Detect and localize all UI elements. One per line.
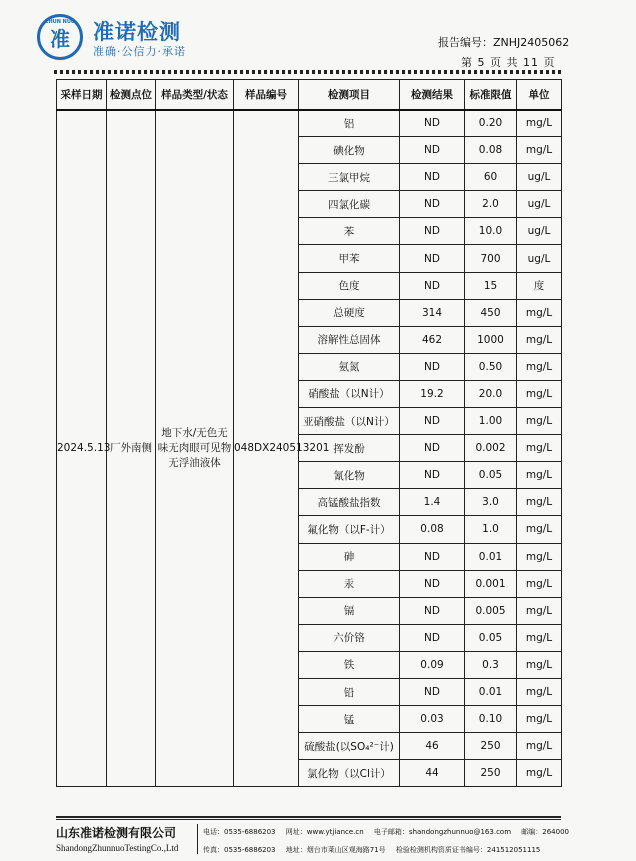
- limit-cell: 3.0: [465, 489, 517, 516]
- result-cell: ND: [400, 164, 465, 191]
- result-cell: ND: [400, 543, 465, 570]
- test-item-cell: 铅: [299, 678, 400, 705]
- header-unit: 单位: [517, 80, 562, 110]
- limit-cell: 10.0: [465, 218, 517, 245]
- result-cell: ND: [400, 353, 465, 380]
- sampling-date-cell: 2024.5.13: [57, 110, 107, 787]
- header-result: 检测结果: [400, 80, 465, 110]
- limit-cell: 250: [465, 760, 517, 787]
- limit-cell: 0.001: [465, 570, 517, 597]
- header-sample-no: 样品编号: [234, 80, 299, 110]
- result-cell: ND: [400, 245, 465, 272]
- footer-email: 电子邮箱：shandongzhunnuo@163.com: [373, 828, 512, 836]
- footer-divider-thin: [56, 819, 561, 820]
- footer-company-name-en: ShandongZhunnuoTestingCo.,Ltd: [56, 843, 179, 853]
- test-item-cell: 甲苯: [299, 245, 400, 272]
- unit-cell: mg/L: [517, 326, 562, 353]
- result-cell: 462: [400, 326, 465, 353]
- unit-cell: mg/L: [517, 678, 562, 705]
- unit-cell: mg/L: [517, 516, 562, 543]
- result-cell: ND: [400, 597, 465, 624]
- limit-cell: 1.0: [465, 516, 517, 543]
- footer-certificate: 检验检测机构资质证书编号：241512051115: [395, 846, 541, 854]
- test-item-cell: 三氯甲烷: [299, 164, 400, 191]
- unit-cell: mg/L: [517, 733, 562, 760]
- result-cell: 0.03: [400, 706, 465, 733]
- result-cell: ND: [400, 678, 465, 705]
- unit-cell: 度: [517, 272, 562, 299]
- brand-slogan: 准确·公信力·承诺: [93, 45, 186, 58]
- unit-cell: mg/L: [517, 624, 562, 651]
- test-item-cell: 高锰酸盐指数: [299, 489, 400, 516]
- test-item-cell: 四氯化碳: [299, 191, 400, 218]
- unit-cell: mg/L: [517, 706, 562, 733]
- unit-cell: mg/L: [517, 489, 562, 516]
- test-item-cell: 镉: [299, 597, 400, 624]
- footer-address: 地址：烟台市莱山区观海路71号: [285, 846, 386, 854]
- table-body: [57, 110, 562, 787]
- header-location: 检测点位: [107, 80, 156, 110]
- page-number: 第 5 页 共 11 页: [461, 56, 556, 69]
- footer-website: 网址：www.ytjiance.cn: [285, 828, 364, 836]
- result-cell: 0.09: [400, 651, 465, 678]
- test-item-cell: 挥发酚: [299, 435, 400, 462]
- unit-cell: mg/L: [517, 435, 562, 462]
- company-logo: [37, 14, 83, 60]
- sample-no-cell: 048DX240513201: [234, 110, 299, 787]
- unit-cell: ug/L: [517, 164, 562, 191]
- limit-cell: 0.05: [465, 624, 517, 651]
- test-item-cell: 氟化物（以F-计）: [299, 516, 400, 543]
- result-cell: ND: [400, 218, 465, 245]
- brand-name: 准诺检测: [93, 20, 181, 44]
- test-results-table: [56, 79, 562, 787]
- result-cell: ND: [400, 110, 465, 137]
- limit-cell: 1.00: [465, 408, 517, 435]
- footer-address-line: [203, 845, 540, 855]
- test-item-cell: 氯化物（以Cl计）: [299, 760, 400, 787]
- result-cell: ND: [400, 408, 465, 435]
- test-item-cell: 总硬度: [299, 299, 400, 326]
- unit-cell: mg/L: [517, 299, 562, 326]
- result-cell: ND: [400, 570, 465, 597]
- result-cell: ND: [400, 137, 465, 164]
- footer-company-name: 山东准诺检测有限公司: [56, 826, 177, 840]
- limit-cell: 0.002: [465, 435, 517, 462]
- footer-divider: [56, 816, 561, 818]
- test-item-cell: 硫酸盐(以SO₄²⁻计): [299, 733, 400, 760]
- footer-contact-line: [203, 827, 569, 837]
- test-item-cell: 铁: [299, 651, 400, 678]
- limit-cell: 1000: [465, 326, 517, 353]
- limit-cell: 0.005: [465, 597, 517, 624]
- limit-cell: 700: [465, 245, 517, 272]
- unit-cell: mg/L: [517, 380, 562, 407]
- result-cell: ND: [400, 462, 465, 489]
- test-item-cell: 六价铬: [299, 624, 400, 651]
- header-test-item: 检测项目: [299, 80, 400, 110]
- test-item-cell: 砷: [299, 543, 400, 570]
- unit-cell: mg/L: [517, 543, 562, 570]
- limit-cell: 450: [465, 299, 517, 326]
- header-divider: [54, 70, 562, 74]
- unit-cell: ug/L: [517, 191, 562, 218]
- limit-cell: 0.20: [465, 110, 517, 137]
- unit-cell: mg/L: [517, 462, 562, 489]
- test-item-cell: 苯: [299, 218, 400, 245]
- limit-cell: 0.10: [465, 706, 517, 733]
- header-sampling-date: 采样日期: [57, 80, 107, 110]
- report-number: 报告编号：ZNHJ2405062: [438, 36, 570, 49]
- unit-cell: mg/L: [517, 110, 562, 137]
- limit-cell: 0.01: [465, 543, 517, 570]
- limit-cell: 0.08: [465, 137, 517, 164]
- sample-type-cell: 地下水/无色无味无肉眼可见物无浮油液体: [156, 110, 234, 787]
- unit-cell: mg/L: [517, 760, 562, 787]
- result-cell: ND: [400, 191, 465, 218]
- footer-vertical-divider: [197, 824, 198, 854]
- footer-fax: 传真：0535-6886203: [203, 846, 276, 854]
- test-item-cell: 汞: [299, 570, 400, 597]
- limit-cell: 0.50: [465, 353, 517, 380]
- result-cell: 19.2: [400, 380, 465, 407]
- limit-cell: 0.01: [465, 678, 517, 705]
- limit-cell: 20.0: [465, 380, 517, 407]
- unit-cell: ug/L: [517, 245, 562, 272]
- test-item-cell: 铝: [299, 110, 400, 137]
- unit-cell: mg/L: [517, 570, 562, 597]
- unit-cell: mg/L: [517, 353, 562, 380]
- test-item-cell: 色度: [299, 272, 400, 299]
- limit-cell: 250: [465, 733, 517, 760]
- logo-ring-text: ZHUN NUO: [44, 19, 76, 25]
- limit-cell: 60: [465, 164, 517, 191]
- logo-glyph: 准: [50, 26, 70, 51]
- unit-cell: mg/L: [517, 137, 562, 164]
- test-item-cell: 溶解性总固体: [299, 326, 400, 353]
- footer-tel: 电话：0535-6886203: [203, 828, 276, 836]
- unit-cell: mg/L: [517, 597, 562, 624]
- location-cell: 厂外南侧: [107, 110, 156, 787]
- table-row: [57, 110, 562, 137]
- limit-cell: 15: [465, 272, 517, 299]
- test-item-cell: 氨氮: [299, 353, 400, 380]
- result-cell: 46: [400, 733, 465, 760]
- result-cell: ND: [400, 272, 465, 299]
- result-cell: ND: [400, 624, 465, 651]
- unit-cell: ug/L: [517, 218, 562, 245]
- limit-cell: 2.0: [465, 191, 517, 218]
- unit-cell: mg/L: [517, 408, 562, 435]
- test-item-cell: 硝酸盐（以N计）: [299, 380, 400, 407]
- footer-postcode: 邮编：264000: [521, 828, 569, 836]
- header-limit: 标准限值: [465, 80, 517, 110]
- test-item-cell: 亚硝酸盐（以N计）: [299, 408, 400, 435]
- test-item-cell: 碘化物: [299, 137, 400, 164]
- unit-cell: mg/L: [517, 651, 562, 678]
- test-item-cell: 氰化物: [299, 462, 400, 489]
- table-header-row: [57, 80, 562, 110]
- result-cell: ND: [400, 435, 465, 462]
- limit-cell: 0.3: [465, 651, 517, 678]
- limit-cell: 0.05: [465, 462, 517, 489]
- header-sample-type: 样品类型/状态: [156, 80, 234, 110]
- result-cell: 314: [400, 299, 465, 326]
- test-item-cell: 锰: [299, 706, 400, 733]
- result-cell: 0.08: [400, 516, 465, 543]
- result-cell: 1.4: [400, 489, 465, 516]
- result-cell: 44: [400, 760, 465, 787]
